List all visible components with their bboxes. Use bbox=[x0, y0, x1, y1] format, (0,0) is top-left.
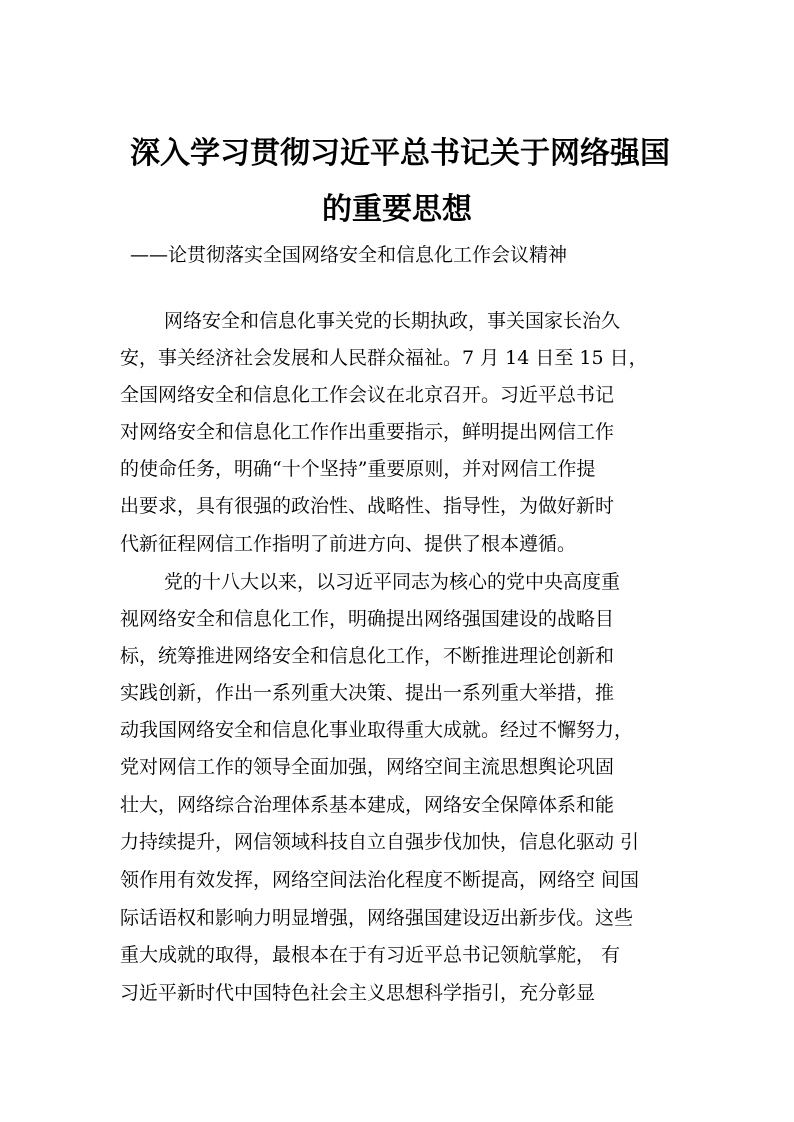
body-line: 网络安全和信息化事关党的长期执政，事关国家长治久 bbox=[164, 310, 621, 332]
body-line: 的使命任务，明确“十个坚持”重要原则，并对网信工作提 bbox=[120, 458, 596, 480]
body-line: 党的十八大以来，以习近平同志为核心的党中央高度重 bbox=[164, 571, 621, 593]
body-line: 领作用有效发挥，网络空间法治化程度不断提高，网络空 间国 bbox=[120, 869, 640, 891]
body-line: 力持续提升，网信领域科技自立自强步伐加快，信息化驱动 引 bbox=[120, 831, 640, 853]
body-line: 出要求，具有很强的政治性、战略性、指导性，为做好新时 bbox=[120, 495, 615, 517]
body-line: 习近平新时代中国特色社会主义思想科学指引，充分彰显 bbox=[120, 982, 596, 1004]
body-line: 标，统筹推进网络安全和信息化工作，不断推进理论创新和 bbox=[120, 645, 615, 667]
document-subtitle: ——论贯彻落实全国网络安全和信息化工作会议精神 bbox=[130, 244, 568, 266]
body-line: 实践创新，作出一系列重大决策、提出一系列重大举措，推 bbox=[120, 682, 615, 704]
body-line: 对网络安全和信息化工作作出重要指示，鲜明提出网信工作 bbox=[120, 421, 615, 443]
body-line: 壮大，网络综合治理体系基本建成，网络安全保障体系和能 bbox=[120, 794, 615, 816]
body-line: 视网络安全和信息化工作，明确提出网络强国建设的战略目 bbox=[120, 608, 615, 630]
body-line: 代新征程网信工作指明了前进方向、提供了根本遵循。 bbox=[120, 533, 577, 555]
body-line: 际话语权和影响力明显增强，网络强国建设迈出新步伐。这些 bbox=[120, 907, 634, 929]
body-line: 党对网信工作的领导全面加强，网络空间主流思想舆论巩固 bbox=[120, 756, 615, 778]
document-title-line-1: 深入学习贯彻习近平总书记关于网络强国 bbox=[130, 136, 670, 171]
document-title-line-2: 的重要思想 bbox=[322, 192, 472, 227]
body-line: 重大成就的取得，最根本在于有习近平总书记领航掌舵， 有 bbox=[120, 944, 621, 966]
body-line: 动我国网络安全和信息化事业取得重大成就。经过不懈努力， bbox=[120, 719, 634, 741]
body-line: 全国网络安全和信息化工作会议在北京召开。习近平总书记 bbox=[120, 384, 615, 406]
body-line: 安，事关经济社会发展和人民群众福祉。7 月 14 日至 15 日， bbox=[120, 347, 648, 369]
